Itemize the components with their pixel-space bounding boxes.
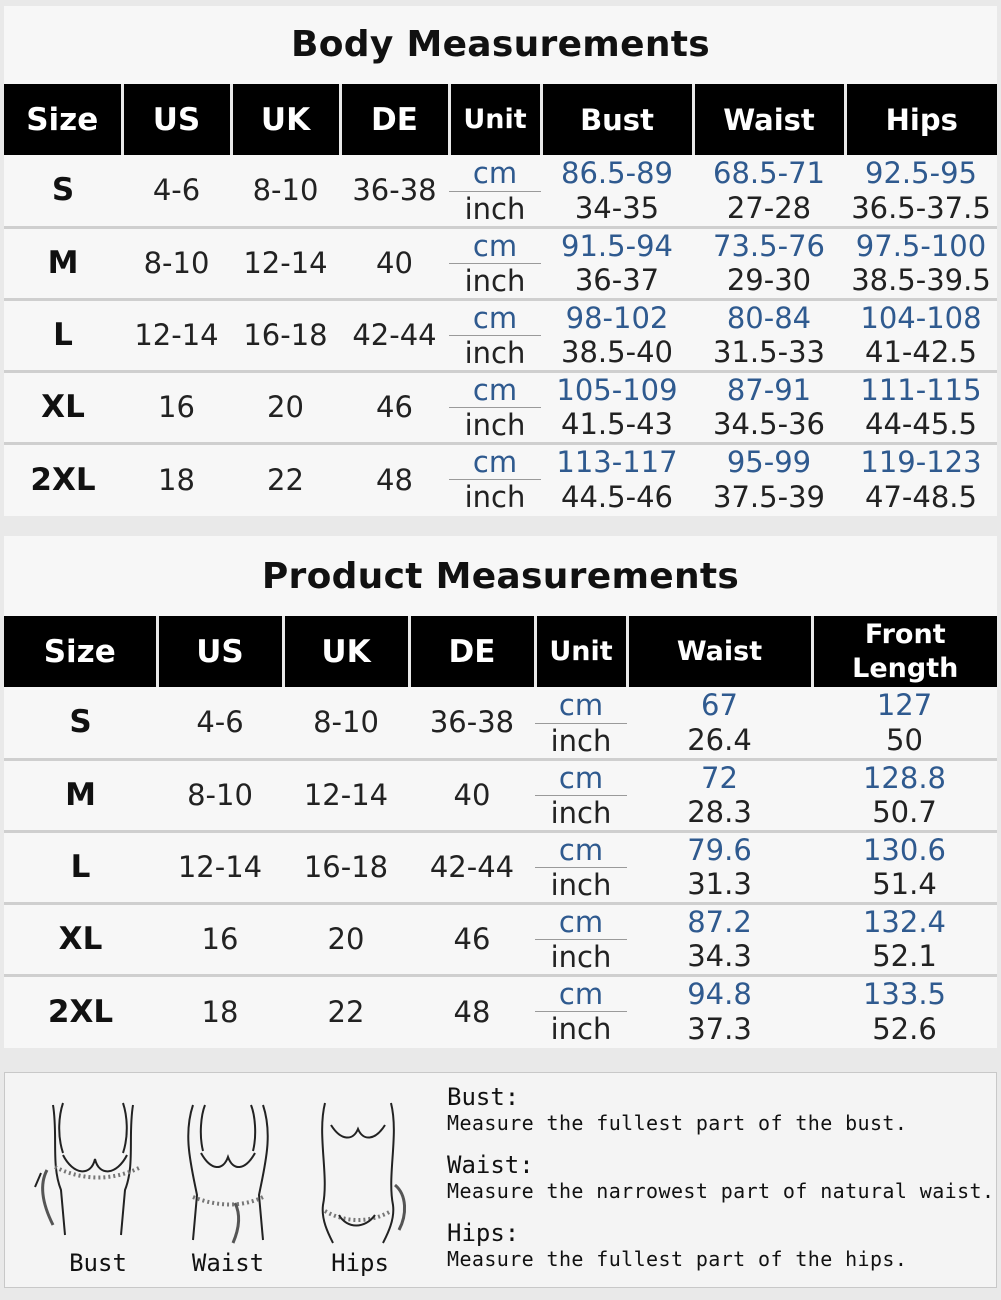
waist-inch-cell: 27-28 [693, 191, 845, 227]
size-cell: M [4, 227, 122, 299]
size-cell: XL [4, 371, 122, 443]
unit-cell: cm [449, 155, 541, 191]
bust-cm-cell: 86.5-89 [561, 156, 673, 190]
waist-cm-cell: 87.2 [687, 904, 752, 939]
front-length-cm-cell: 127 [876, 688, 933, 722]
waist-instruction-text: Measure the narrowest part of natural waist. [447, 1179, 995, 1203]
bust-inch-cell: 34-35 [541, 191, 693, 227]
bust-inch-cell: 36-37 [541, 263, 693, 299]
table-row [4, 759, 997, 795]
waist-inch-cell: 26.4 [627, 723, 812, 759]
waist-cm-cell: 72 [701, 760, 738, 795]
body-measurements-title: Body Measurements [291, 24, 710, 65]
measure-instructions [447, 1083, 995, 1287]
table-row [4, 443, 997, 479]
unit-cell: inch [535, 795, 627, 831]
front-length-inch-cell: 50.7 [812, 795, 997, 831]
header-us: US [157, 616, 283, 687]
front-length-inch-cell: 51.4 [812, 867, 997, 903]
unit-cell: cm [535, 687, 627, 723]
bust-cm-cell: 91.5-94 [561, 228, 673, 263]
unit-cell: inch [449, 407, 541, 443]
front-length-cm-cell: 130.6 [862, 832, 947, 867]
table-row [4, 831, 997, 867]
waist-instruction-heading: Waist: [447, 1151, 534, 1179]
de-cell: 42-44 [340, 299, 449, 371]
table-row [4, 975, 997, 1011]
size-cell: S [4, 687, 157, 759]
table-row [4, 155, 997, 191]
table-header-row [4, 616, 997, 687]
front-length-inch-cell: 52.6 [872, 1012, 937, 1046]
uk-cell: 22 [327, 994, 365, 1029]
size-cell: S [4, 155, 122, 227]
uk-cell: 8-10 [283, 687, 409, 759]
hips-inch-cell: 44-45.5 [845, 407, 997, 443]
waist-cm-cell: 67 [701, 688, 738, 722]
unit-cell: cm [449, 299, 541, 335]
hips-measure-icon [295, 1095, 425, 1245]
header-waist: Waist [693, 84, 845, 155]
uk-cell: 22 [267, 462, 304, 497]
waist-inch-cell: 29-30 [693, 263, 845, 299]
us-cell: 18 [158, 462, 195, 497]
unit-cell: cm [449, 371, 541, 407]
us-cell: 16 [157, 903, 283, 975]
hips-cm-cell: 97.5-100 [855, 228, 987, 263]
size-cell: M [4, 759, 157, 831]
unit-cell: inch [449, 263, 541, 299]
header-uk: UK [283, 616, 409, 687]
us-cell: 18 [201, 994, 239, 1029]
header-front-length: Front Length [812, 616, 997, 687]
unit-cell: cm [535, 903, 627, 939]
hips-inch-cell: 41-42.5 [845, 335, 997, 371]
hips-instruction-text: Measure the fullest part of the hips. [447, 1247, 908, 1271]
header-us: US [122, 84, 231, 155]
front-length-inch-cell: 50 [812, 723, 997, 759]
unit-cell: inch [449, 191, 541, 227]
uk-cell: 16-18 [231, 299, 340, 371]
us-cell: 4-6 [122, 155, 231, 227]
size-cell: XL [4, 903, 157, 975]
unit-cell: inch [449, 335, 541, 371]
us-cell: 16 [122, 371, 231, 443]
waist-inch-cell: 37.5-39 [713, 480, 825, 514]
table-row [4, 299, 997, 335]
front-length-inch-cell: 52.1 [812, 939, 997, 975]
header-size: Size [4, 84, 122, 155]
table-row [4, 687, 997, 723]
waist-inch-cell: 28.3 [627, 795, 812, 831]
waist-cm-cell: 79.6 [687, 832, 752, 867]
measuring-guide [4, 1072, 997, 1288]
us-cell: 12-14 [122, 299, 231, 371]
us-cell: 4-6 [157, 687, 283, 759]
waist-measure-icon [163, 1095, 293, 1245]
table-row [4, 903, 997, 939]
waist-inch-cell: 34.3 [627, 939, 812, 975]
bust-inch-cell: 41.5-43 [541, 407, 693, 443]
unit-cell: inch [550, 1012, 612, 1047]
hips-cm-cell: 104-108 [860, 300, 982, 335]
de-cell: 46 [409, 903, 535, 975]
waist-inch-cell: 34.5-36 [693, 407, 845, 443]
hips-cm-cell: 92.5-95 [865, 156, 977, 190]
size-cell: 2XL [30, 461, 96, 498]
uk-cell: 8-10 [231, 155, 340, 227]
table-header-row [4, 84, 997, 155]
product-measurements-section [4, 536, 997, 1048]
unit-cell: cm [535, 759, 627, 795]
bust-inch-cell: 38.5-40 [541, 335, 693, 371]
product-size-table [4, 616, 997, 1047]
header-de: DE [409, 616, 535, 687]
unit-cell: inch [464, 480, 526, 515]
bust-inch-cell: 44.5-46 [561, 480, 673, 514]
hips-inch-cell: 36.5-37.5 [845, 191, 997, 227]
hips-cm-cell: 119-123 [860, 444, 982, 479]
us-cell: 12-14 [157, 831, 283, 903]
uk-cell: 20 [231, 371, 340, 443]
front-length-cm-cell: 133.5 [862, 976, 947, 1011]
waist-cm-cell: 80-84 [726, 300, 812, 335]
bust-cm-cell: 113-117 [556, 444, 678, 479]
header-unit: Unit [535, 616, 627, 687]
waist-inch-cell: 31.3 [627, 867, 812, 903]
unit-cell: cm [449, 443, 541, 479]
product-measurements-title: Product Measurements [261, 556, 740, 597]
header-de: DE [340, 84, 449, 155]
de-cell: 42-44 [409, 831, 535, 903]
de-cell: 48 [376, 462, 413, 497]
waist-cm-cell: 95-99 [726, 444, 812, 479]
de-cell: 36-38 [409, 687, 535, 759]
header-waist: Waist [627, 616, 812, 687]
us-cell: 8-10 [122, 227, 231, 299]
unit-cell: inch [535, 939, 627, 975]
unit-cell: inch [535, 723, 627, 759]
header-uk: UK [231, 84, 340, 155]
uk-cell: 12-14 [231, 227, 340, 299]
uk-cell: 16-18 [283, 831, 409, 903]
waist-cm-cell: 87-91 [726, 372, 812, 407]
bust-figure-label: Bust [69, 1249, 127, 1277]
front-length-cm-cell: 132.4 [862, 904, 947, 939]
header-size: Size [4, 616, 157, 687]
waist-figure-label: Waist [191, 1249, 265, 1277]
header-unit: Unit [449, 84, 541, 155]
size-cell: L [4, 831, 157, 903]
hips-cm-cell: 111-115 [860, 372, 982, 407]
size-cell: L [4, 299, 122, 371]
bust-measure-icon [33, 1095, 163, 1245]
hips-inch-cell: 38.5-39.5 [845, 263, 997, 299]
unit-cell: inch [535, 867, 627, 903]
hips-figure-label: Hips [331, 1249, 389, 1277]
body-size-table [4, 84, 997, 515]
de-cell: 40 [409, 759, 535, 831]
body-measurements-section [4, 6, 997, 516]
de-cell: 40 [340, 227, 449, 299]
size-cell: 2XL [47, 993, 114, 1030]
unit-cell: cm [535, 975, 627, 1011]
waist-cm-cell: 73.5-76 [713, 228, 825, 263]
bust-cm-cell: 98-102 [565, 300, 669, 335]
uk-cell: 20 [283, 903, 409, 975]
waist-cm-cell: 94.8 [687, 976, 752, 1011]
header-bust: Bust [541, 84, 693, 155]
de-cell: 36-38 [340, 155, 449, 227]
de-cell: 46 [340, 371, 449, 443]
table-row [4, 227, 997, 263]
hips-inch-cell: 47-48.5 [865, 480, 977, 514]
unit-cell: cm [449, 227, 541, 263]
bust-instruction-text: Measure the fullest part of the bust. [447, 1111, 908, 1135]
uk-cell: 12-14 [283, 759, 409, 831]
table-row [4, 371, 997, 407]
bust-instruction-heading: Bust: [447, 1083, 520, 1111]
waist-inch-cell: 37.3 [687, 1012, 752, 1046]
waist-cm-cell: 68.5-71 [713, 156, 825, 190]
unit-cell: cm [535, 831, 627, 867]
de-cell: 48 [453, 994, 491, 1029]
hips-instruction-heading: Hips: [447, 1219, 520, 1247]
waist-inch-cell: 31.5-33 [693, 335, 845, 371]
bust-cm-cell: 105-109 [556, 372, 678, 407]
front-length-cm-cell: 128.8 [862, 760, 947, 795]
us-cell: 8-10 [157, 759, 283, 831]
header-hips: Hips [845, 84, 997, 155]
